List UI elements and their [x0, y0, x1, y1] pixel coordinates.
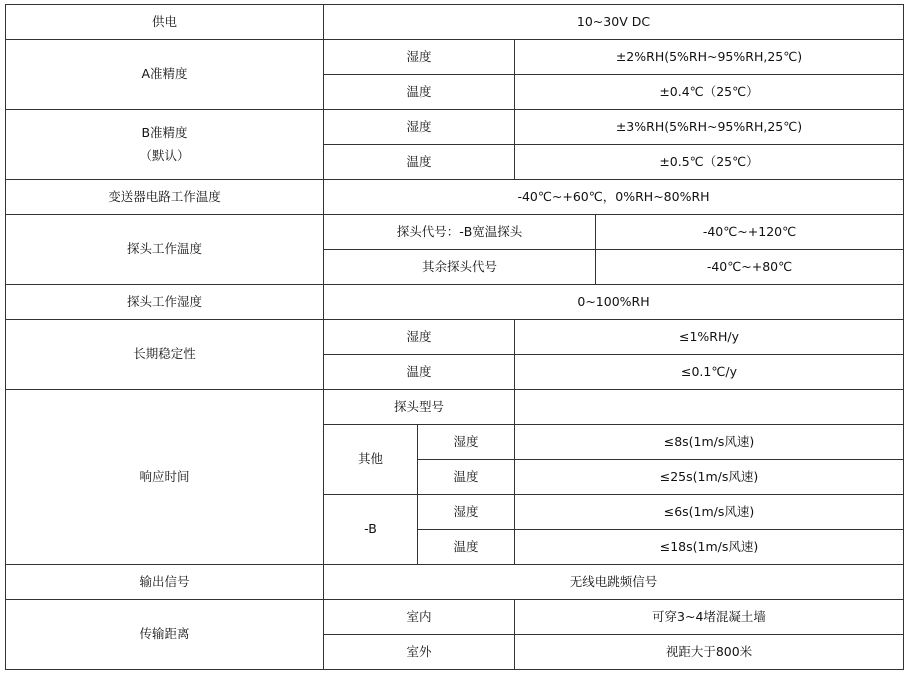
stability-temperature-label: 温度: [324, 355, 515, 390]
probe-temp-wide-label: 探头代号：-B宽温探头: [324, 215, 596, 250]
response-b-label: -B: [324, 495, 418, 565]
acc-b-cell: [6, 110, 324, 180]
response-probe-model-value: [515, 390, 904, 425]
probe-humidity-label: 探头工作湿度: [6, 285, 324, 320]
acc-b-temperature-value: ±0.5℃（25℃）: [515, 145, 904, 180]
response-other-humidity-value: ≤8s(1m/s风速): [515, 425, 904, 460]
acc-b-note: （默认）: [139, 147, 190, 163]
response-probe-model-label: 探头型号: [324, 390, 515, 425]
power-value: 10~30V DC: [324, 5, 904, 40]
table-row-power: [6, 5, 904, 40]
distance-indoor-value: 可穿3~4堵混凝土墙: [515, 600, 904, 635]
table-row-acc-b-humidity: [6, 110, 904, 145]
table-row-acc-a-humidity: [6, 40, 904, 75]
output-label: 输出信号: [6, 565, 324, 600]
distance-outdoor-label: 室外: [324, 635, 515, 670]
response-other-temperature-value: ≤25s(1m/s风速): [515, 460, 904, 495]
acc-a-temperature-value: ±0.4℃（25℃）: [515, 75, 904, 110]
response-b-temperature-label: 温度: [418, 530, 515, 565]
table-row-transmitter-temp: [6, 180, 904, 215]
stability-humidity-label: 湿度: [324, 320, 515, 355]
stability-label: 长期稳定性: [6, 320, 324, 390]
distance-label: 传输距离: [6, 600, 324, 670]
acc-a-humidity-value: ±2%RH(5%RH~95%RH,25℃): [515, 40, 904, 75]
distance-outdoor-value: 视距大于800米: [515, 635, 904, 670]
table-row-response-probe-model: [6, 390, 904, 425]
table-row-distance-indoor: [6, 600, 904, 635]
probe-temp-other-value: -40℃~+80℃: [596, 250, 904, 285]
acc-b-humidity-label: 湿度: [324, 110, 515, 145]
stability-temperature-value: ≤0.1℃/y: [515, 355, 904, 390]
output-value: 无线电跳频信号: [324, 565, 904, 600]
distance-indoor-label: 室内: [324, 600, 515, 635]
response-b-humidity-value: ≤6s(1m/s风速): [515, 495, 904, 530]
acc-b-humidity-value: ±3%RH(5%RH~95%RH,25℃): [515, 110, 904, 145]
transmitter-temp-value: -40℃~+60℃，0%RH~80%RH: [324, 180, 904, 215]
response-other-label: 其他: [324, 425, 418, 495]
table-row-probe-temp-wide: [6, 215, 904, 250]
table-row-probe-humidity: [6, 285, 904, 320]
stability-humidity-value: ≤1%RH/y: [515, 320, 904, 355]
response-b-humidity-label: 湿度: [418, 495, 515, 530]
probe-humidity-value: 0~100%RH: [324, 285, 904, 320]
table-row-stability-humidity: [6, 320, 904, 355]
transmitter-temp-label: 变送器电路工作温度: [6, 180, 324, 215]
response-other-temperature-label: 温度: [418, 460, 515, 495]
acc-a-label: A准精度: [6, 40, 324, 110]
acc-a-humidity-label: 湿度: [324, 40, 515, 75]
table-row-output: [6, 565, 904, 600]
acc-a-temperature-label: 温度: [324, 75, 515, 110]
response-other-humidity-label: 湿度: [418, 425, 515, 460]
spec-table: [5, 4, 904, 670]
probe-temp-wide-value: -40℃~+120℃: [596, 215, 904, 250]
power-label: 供电: [6, 5, 324, 40]
response-label: 响应时间: [6, 390, 324, 565]
probe-temp-label: 探头工作温度: [6, 215, 324, 285]
acc-b-label: B准精度: [141, 124, 188, 140]
response-b-temperature-value: ≤18s(1m/s风速): [515, 530, 904, 565]
acc-b-temperature-label: 温度: [324, 145, 515, 180]
probe-temp-other-label: 其余探头代号: [324, 250, 596, 285]
